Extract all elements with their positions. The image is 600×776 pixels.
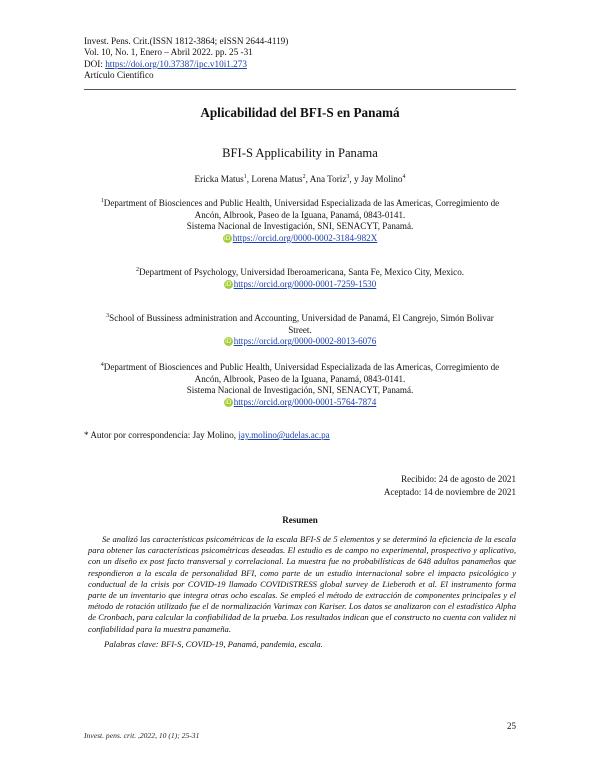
affiliation-2: $^2$Department of Psychology, Universidad Iberoamericana, Santa Fe, Mexico City, Mexico. iD https://orcid.org/0000-0001-7259-1530: [135, 267, 465, 289]
doi-link[interactable]: https://doi.org/10.37387/ipc.v10i1.273: [105, 58, 247, 69]
accepted-date: Aceptado: 14 de noviembre de 2021: [383, 486, 516, 497]
page-title: Aplicabilidad del BFI-S en Panamá: [200, 105, 400, 120]
affiliation-4: $^4$Department of Biosciences and Public Health, Universidad Especializada de las Americas, Corregimiento de Ancón, Albrook, Paseo de la Iguana, Panamá, 0843-0141. Sistema Nacional de Investigación, SNI, SENACYT, Panamá. iD https://orcid.org/0000-0001-5764-7874: [100, 362, 500, 407]
received-date: Recibido: 24 de agosto de 2021: [401, 474, 516, 484]
abstract-text: Se analizó las características psicométricas de la escala BFI-S de 5 elementos y se determinó la eficiencia de la escala para obtener las características psicométricas deseadas. El estudio es de campo no experimental, prospectivo y aplicativo, con un diseño ex post facto transversal y correlacional. La muestra fue no probabilísticas de 648 adultos panameños que respondieron a la escala de personalidad BFI, como parte de un estudio internacional sobre el impacto psicológico y conductual de la crisis por COVID-19 llamado COVIDiSTRESS global survey de Lieberoth et al. El instrumento forma parte de un inventario que integra otras ocho escalas. Se empleó el método de extracción de componentes principales y el método de rotación utilizado fue el de normalización Varimax con Kariser. Los datos se analizaron con el estadístico Alpha de Cronbach, para calcular la confiabilidad de la prueba. Los resultados indican que el constructo no cuenta con validez ni confiabilidad para la muestra panameña.: [88, 534, 516, 634]
keywords: Palabras clave: BFI-S, COVID-19, Panamá, pandemia, escala.: [104, 639, 323, 649]
orcid-icon: iD: [224, 234, 231, 242]
orcid-link-2[interactable]: https://orcid.org/0000-0001-7259-1530: [233, 278, 377, 289]
orcid-link-4[interactable]: https://orcid.org/0000-0001-5764-7874: [233, 396, 377, 407]
page-number: 25: [507, 721, 516, 731]
correspondence: * Autor por correspondencia: Jay Molino, jay.molino@udelas.ac.pa: [84, 430, 330, 440]
abstract-heading: Resumen: [282, 515, 318, 525]
orcid-icon: iD: [225, 398, 232, 406]
correspondence-email-link[interactable]: jay.molino@udelas.ac.pa: [238, 430, 330, 440]
journal-doi: DOI: https://doi.org/10.37387/ipc.v10i1.273: [84, 58, 247, 69]
article-type: Artículo Científico: [84, 70, 154, 81]
author-list: Ericka Matus$^1$, Lorena Matus$^2$, Ana Toriz$^3$, y Jay Molino$^4$: [194, 174, 406, 185]
article-dates: [384, 473, 516, 498]
footer-citation: Invest. pens. crit. ,2022, 10 (1); 25-31: [84, 731, 200, 740]
orcid-link-1[interactable]: https://orcid.org/0000-0002-3184-982X: [232, 232, 378, 243]
affiliation-3: $^3$School of Bussiness administration and Accounting, Universidad de Panamá, El Cangrejo, Simón Bolivar Street. iD https://orcid.org/0000-0002-8013-6076: [106, 313, 494, 347]
affiliation-1: $^1$Department of Biosciences and Public Health, Universidad Especializada de las Americas, Corregimiento de Ancón, Albrook, Paseo de la Iguana, Panamá, 0843-0141. Sistema Nacional de Investigación, SNI, SENACYT, Panamá. iD https://orcid.org/0000-0002-3184-982X: [100, 198, 500, 243]
journal-header: [84, 36, 288, 82]
header-rule: [84, 89, 516, 90]
journal-issn: Invest. Pens. Crit.(ISSN 1812-3864; eISSN 2644-4119): [84, 36, 289, 46]
orcid-icon: iD: [225, 280, 232, 288]
journal-volume: Vol. 10, No. 1, Enero – Abril 2022. pp. 25 -31: [84, 47, 253, 58]
page-subtitle: BFI-S Applicability in Panama: [222, 146, 378, 160]
orcid-icon: iD: [225, 338, 232, 346]
orcid-link-3[interactable]: https://orcid.org/0000-0002-8013-6076: [233, 336, 377, 347]
